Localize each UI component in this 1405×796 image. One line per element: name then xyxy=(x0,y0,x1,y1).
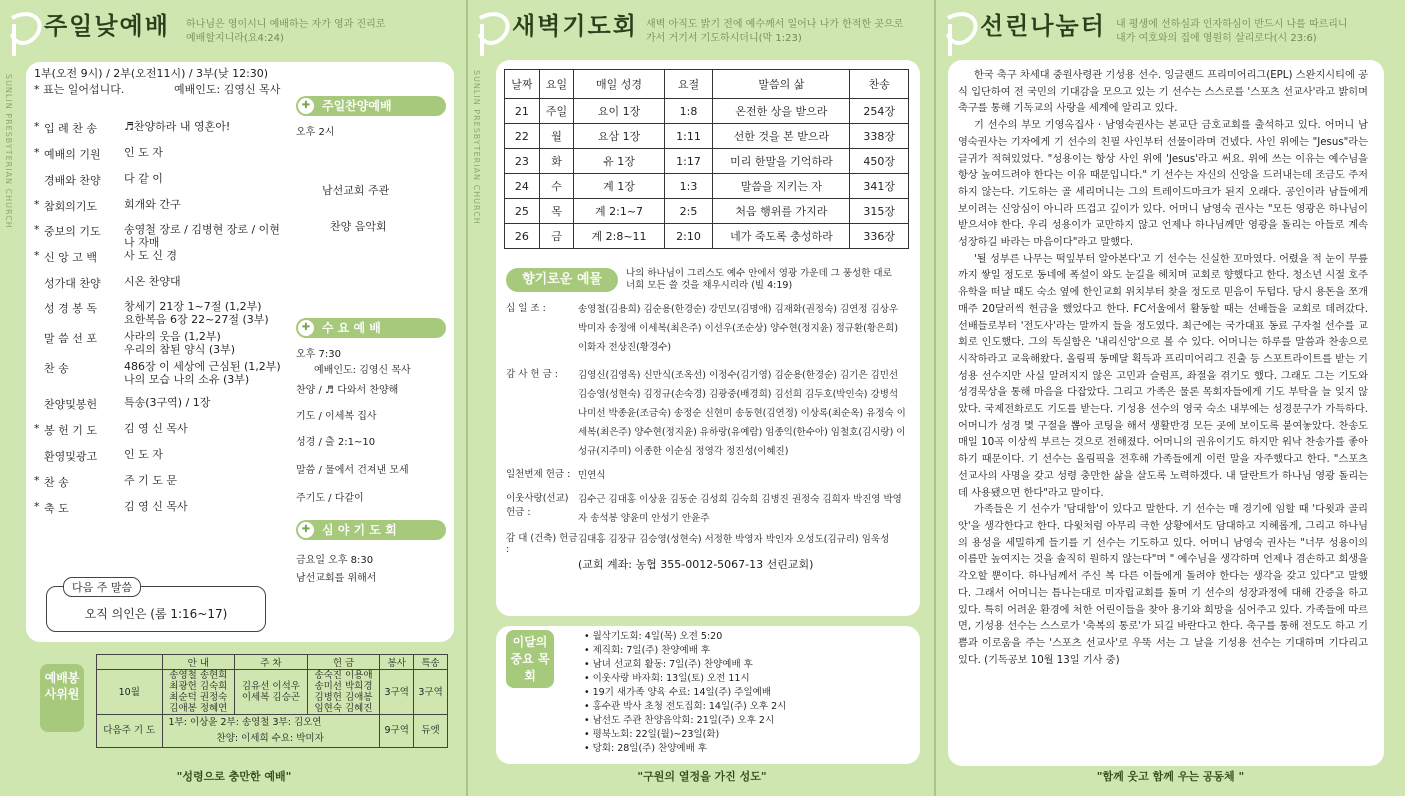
order-of-worship xyxy=(34,66,290,515)
offering-label: 이웃사랑(선교) 헌금 : xyxy=(506,493,569,518)
worship-step xyxy=(34,500,290,516)
stand-marker xyxy=(34,448,44,464)
night-prayer-line: 남선교회를 위해서 xyxy=(296,573,377,584)
offering-verse: 나의 하나님이 그리스도 예수 안에서 영광 가운데 그 풍성한 대로 너희 모든 쓸 것을 채우시리라 (빌 4:19) xyxy=(626,268,892,291)
service-cell: 3구역 xyxy=(380,670,414,715)
table-cell: 말씀을 지키는 자 xyxy=(713,174,850,199)
table-cell: 25 xyxy=(505,199,540,224)
table-row xyxy=(505,124,909,149)
news-item: • 이웃사랑 바자회: 13일(토) 오전 11시 xyxy=(584,673,750,684)
column-header: 헌 금 xyxy=(307,655,380,670)
stand-marker: * xyxy=(34,198,40,211)
step-label: 환영및광고 xyxy=(44,450,98,463)
stand-marker: * xyxy=(34,249,40,262)
table-row xyxy=(505,199,909,224)
wednesday-line: 오후 7:30 xyxy=(296,349,341,360)
wednesday-line: 찬양 / ♬ 다와서 찬양해 xyxy=(296,385,399,396)
monthly-news xyxy=(584,630,786,756)
article-paragraph: 가족들은 기 선수가 '담대함'이 있다고 말한다. 기 선수는 매 경기에 임할 때 '다윗과 골리앗'을 생각한다고 한다. 다윗처럼 아무리 극한 상황에서도 담대하고 지혜롭게, 그리고 하나님의 용성을 세밀하게 들기를 기 선수는 기도하고 있다. 어머니 남영숙 권사는 "너무 성용이의 이름만 높여지는 것을 솔직히 원하지 않는다"며 " 예수님을 생각하며 언제나 겸손하고 희생을 각오할 뿐이다. 하나님께서 주신 복 다른 이들에게 돌려야 한다는 생각을 갖고 있다"고 말했다. 그래서 어머니는 틈나는대로 미자립교회를 돌며 기 선수의 성장과정에 대해 간증을 하고 있다. 특히 어려운 환경에 처한 어린이들을 찾아 용기와 희망을 심어주고 있다. 가족들에 따르면, 기성용 선수는 스스로가 '축복의 통로'가 되길 바란다고 한다. 축구를 통해 전도도 하고 기쁨과 이로움을 주는 '스포츠 선교사'로 우뚝 서는 그 날을 기성용 선수는 기대하며 기다리고 있다. (기독공보 10월 13일 기사 중) xyxy=(958,504,1368,666)
column-header: 안 내 xyxy=(162,655,235,670)
offering-names: 송영철(김용희) 김순용(한경순) 강민모(김명애) 김재화(권정숙) 김연정 김상우 박미자 송정애 이세복(최은주) 이선우(조순상) 양수현(정지윤) 정규환(황은희) 이화자 전상진(황경수) xyxy=(578,304,899,353)
special-song-cell: 3구역 xyxy=(414,670,448,715)
table-cell: 315장 xyxy=(850,199,909,224)
step-label: 참회의기도 xyxy=(44,200,98,213)
stand-marker xyxy=(34,360,44,386)
panel-header xyxy=(936,0,1405,62)
table-row xyxy=(505,224,909,249)
table-cell: 선한 것을 본 받으라 xyxy=(713,124,850,149)
worship-step xyxy=(34,172,290,188)
parking-cell: 김유선 이석우 이세복 김승곤 xyxy=(235,670,308,715)
stand-marker: * xyxy=(34,474,40,487)
worship-step xyxy=(34,448,290,464)
table-cell: 254장 xyxy=(850,99,909,124)
step-label: 예배의 기원 xyxy=(44,148,101,161)
stand-marker xyxy=(34,396,44,412)
church-name-vertical: SUNLIN PRESBYTERIAN CHURCH xyxy=(472,70,481,225)
wednesday-line: 예배인도: 김영신 목사 xyxy=(314,365,411,376)
table-cell: 336장 xyxy=(850,224,909,249)
table-cell: 22 xyxy=(505,124,540,149)
offering-row xyxy=(506,490,908,528)
table-cell: 유 1장 xyxy=(574,149,664,174)
offering-names: 김수근 김대홍 이상윤 김동순 김성희 김숙희 김병진 권정숙 김희자 박진영 박영자 송석봉 양윤미 안성기 안윤주 xyxy=(578,494,902,524)
step-value: 사라의 웃음 (1,2부) 우리의 참된 양식 (3부) xyxy=(124,330,236,356)
header-verse: 내 평생에 선하심과 인자하심이 반드시 나를 따르리니 내가 여호와의 집에 영원히 살리로다(시 23:6) xyxy=(1116,19,1348,44)
column-header: 말씀의 삶 xyxy=(713,70,850,99)
panel-title: 새벽기도회 xyxy=(512,12,638,40)
step-value: 송영철 장로 / 김병현 장로 / 이현나 자매 xyxy=(124,223,280,249)
offering-title: 향기로운 예물 xyxy=(506,268,618,292)
step-value: 김 영 신 목사 xyxy=(124,500,188,513)
bank-account: (교회 계좌: 농협 355-0012-5067-13 선린교회) xyxy=(578,558,814,571)
table-cell: 계 1장 xyxy=(574,174,664,199)
news-item: • 당회: 28일(주) 찬양예배 후 xyxy=(584,743,707,754)
worship-step xyxy=(34,360,290,386)
panel-footer: "함께 웃고 함께 우는 공동체 " xyxy=(1096,770,1245,783)
worship-step xyxy=(34,223,290,249)
worship-step xyxy=(34,474,290,490)
step-label: 입 례 찬 송 xyxy=(44,122,97,135)
offering-row xyxy=(506,530,908,555)
usher-cell: 송영철 송현희 최광헌 김숙희 최순덕 권정숙 김애봉 정혜연 xyxy=(162,670,235,715)
offering-row xyxy=(506,466,908,485)
table-cell: 요이 1장 xyxy=(574,99,664,124)
step-value: 인 도 자 xyxy=(124,448,163,461)
cross-icon: ✚ xyxy=(298,522,314,538)
night-prayer-line: 금요일 오후 8:30 xyxy=(296,555,374,566)
praise-program: 찬양 음악회 xyxy=(330,220,387,233)
column-header: 특송 xyxy=(414,655,448,670)
wednesday-service-title: ✚ 수 요 예 배 xyxy=(296,318,446,338)
service-table xyxy=(96,654,448,748)
stand-marker: * xyxy=(34,223,40,236)
wednesday-line: 주기도 / 다같이 xyxy=(296,493,364,504)
praise-service-title: ✚ 주일찬양예배 xyxy=(296,96,446,116)
step-value: 특송(3구역) / 1장 xyxy=(124,396,211,409)
wednesday-line: 성경 / 출 2:1~10 xyxy=(296,437,376,448)
offering-names: 김대홍 김장규 김승영(성현숙) 서정한 박영자 박인자 오성도(김규리) 임욱성 xyxy=(578,534,890,545)
step-value: 486장 이 세상에 근심된 (1,2부) 나의 모습 나의 소유 (3부) xyxy=(124,360,281,386)
table-cell: 1:11 xyxy=(664,124,713,149)
panel-header xyxy=(0,0,468,62)
column-header: 찬송 xyxy=(850,70,909,99)
table-cell: 목 xyxy=(539,199,574,224)
step-value: ♬찬양하라 내 영혼아! xyxy=(124,120,231,133)
special-song-cell: 듀엣 xyxy=(414,715,448,748)
next-week-text: 오직 의인은 (롬 1:16~17) xyxy=(84,607,228,621)
worship-step xyxy=(34,275,290,291)
step-label: 신 앙 고 백 xyxy=(44,251,97,264)
step-value: 사 도 신 경 xyxy=(124,249,177,262)
monthly-news-tag: 이달의 중요 목회 xyxy=(506,630,554,688)
wednesday-line: 말씀 / 물에서 건져낸 모세 xyxy=(296,465,409,476)
offering-label: 감 사 헌 금 : xyxy=(506,369,558,380)
step-value: 회개와 간구 xyxy=(124,198,181,211)
article-text xyxy=(958,68,1368,669)
worship-step xyxy=(34,249,290,265)
news-item: • 월삭기도회: 4일(목) 오전 5:20 xyxy=(584,631,723,642)
service-cell: 9구역 xyxy=(380,715,414,748)
night-prayer-title: ✚ 심 야 기 도 회 xyxy=(296,520,446,540)
next-week-box xyxy=(46,581,266,632)
table-cell: 계 2:8~11 xyxy=(574,224,664,249)
column-header: 봉사 xyxy=(380,655,414,670)
step-label: 찬양및봉헌 xyxy=(44,398,98,411)
table-cell: 금 xyxy=(539,224,574,249)
stand-marker xyxy=(34,300,44,326)
table-cell: 23 xyxy=(505,149,540,174)
step-value: 인 도 자 xyxy=(124,146,163,159)
service-committee-tag: 예배봉사위원 xyxy=(40,664,84,732)
stand-marker: * xyxy=(34,120,40,133)
table-cell: 주일 xyxy=(539,99,574,124)
news-item: • 남녀 선교회 활동: 7일(주) 찬양예배 후 xyxy=(584,659,753,670)
stand-marker: * xyxy=(34,500,40,513)
month-cell: 10월 xyxy=(97,670,163,715)
table-cell: 1:8 xyxy=(664,99,713,124)
article-paragraph: 한국 축구 차세대 중원사령관 기성용 선수. 잉글랜드 프리미어리그(EPL) 스완지시티에 공식 입단하여 전 국민의 기대감을 모으고 있는 기 선수는 스스로를 '스포츠 선교사'라고 밝히며 축구를 통해 기독교의 사랑을 세계에 알리고 있다. xyxy=(958,70,1368,115)
offering-label: 일천번제 헌금 : xyxy=(506,469,571,480)
worship-step xyxy=(34,146,290,162)
article-paragraph: 기 선수의 부모 기영옥집사 · 남영숙권사는 본교단 금호교회를 출석하고 있다. 어머니 남영숙권사는 기자에게 기 선수의 친필 사인부터 선물이라며 건넸다. 사인 위에는 "Jesus"라는 글귀가 적혀있었다. "성용이는 항상 사인 위에 'Jesus'라고 써요. 위에 쓰는 이유는 예수님을 항상 높여드려야 한다는 이유 때문입니다." 기 선수는 자신의 신앙을 드러내는데 조금도 주저하지 않는다. 기도하는 골 세리머니는 그의 트레이드마크가 된지 오래다. 공인이라 남들에게 보이려는 신앙심이 아니라 뜨겁고 깊이가 있다. 어머니 남영숙 권사는 "모든 영광은 하나님이 받으셔야 한다. 우리 성용이가 교만하지 않고 언제나 하나님께만 영광을 돌리는 아들로 계속 성장하길 바라는 마음이다"라고 말했다. xyxy=(958,120,1368,249)
step-label: 말 씀 선 포 xyxy=(44,332,97,345)
news-item: • 평북노회: 22일(월)~23일(화) xyxy=(584,729,720,740)
stand-note: * 표는 일어섭니다. xyxy=(34,83,125,96)
offering-row xyxy=(506,366,908,461)
next-prayer-label: 다음주 기 도 xyxy=(97,715,163,748)
offering-names: 김영신(김영옥) 신만식(조옥선) 이정수(김기영) 김순용(한경순) 김기은 김민선 김승영(성현숙) 김정규(손숙경) 김광중(배경희) 김선희 김두호(박인숙) 강병석 나미선 박종윤(조금숙) 송정순 신현미 송동현(김연정) 이상록(최순옥) 유정숙 이세복(최은주) 양수현(정지윤) 유하랑(유예람) 임종익(한수아) 임철호(김시랑) 이성규(지주미) 이종한 이순심 정영각 정진성(이혜진) xyxy=(578,370,906,457)
column-header: 매일 성경 xyxy=(574,70,664,99)
table-cell: 계 2:1~7 xyxy=(574,199,664,224)
panel-title: 주일낮예배 xyxy=(44,12,170,40)
table-cell: 450장 xyxy=(850,149,909,174)
table-row xyxy=(505,149,909,174)
table-cell: 수 xyxy=(539,174,574,199)
table-cell: 341장 xyxy=(850,174,909,199)
panel-footer: "구원의 열정을 가진 성도" xyxy=(637,770,767,783)
table-cell: 요삼 1장 xyxy=(574,124,664,149)
table-cell: 24 xyxy=(505,174,540,199)
step-label: 축 도 xyxy=(44,502,69,515)
step-label: 봉 헌 기 도 xyxy=(44,424,97,437)
step-label: 중보의 기도 xyxy=(44,225,101,238)
table-cell: 온전한 상을 받으라 xyxy=(713,99,850,124)
stand-marker: * xyxy=(34,146,40,159)
article-paragraph: '될 성부른 나무는 떡잎부터 알아본다'고 기 선수는 신실한 꼬마였다. 어렸을 적 눈이 무릎까지 쌓일 정도로 동네에 폭설이 와도 눈길을 헤치며 교회로 향했다고 한다. 청소년 시절 호주 유학을 떠날 때도 숙소 옆에 한인교회 위치부터 찾을 정도로 믿음이 두텁다. 당시 용돈을 쪼개 매주 20달러씩 헌금을 했었다고 한다. FC서울에서 활동할 때는 선배들을 교회로 데려갔다. 선배들로부터 '전도사'라는 말까지 들을 정도였다. 최근에는 국가대표 동료 구자철 선수를 교회로 인도했다. 그의 독실함은 '내리신앙'으로 볼 수 있다. 어머니는 하루를 말씀과 찬송으로 시작하라고 교육해왔다. 올림픽 동메달 획득과 프리미어리그 진출 등 스포트라이트를 받는 기성용 선수지만 사실 알려지지 않은 고민과 슬럼프, 좌절을 겪기도 했다. 그래도 그는 기도와 성경묵상을 통해 마음을 다잡았다. 그리고 가족은 물론 목회자들에게 기도 부탁을 늘 잊지 않았다. 국제전화로도 기도를 받는다. 기성용 선수의 영국 숙소 내부에는 성경문구가 가득하다. 어머니가 성경 몇 구절을 뽑아 코팅을 해서 생활반경 모든 곳에 보이도록 붙여놓았다. 찬송도 매일 10곡 이상씩 부르는 것으로 전해졌다. 어머니의 권유이기도 하지만 워낙 찬송가를 좋아하기 때문이다. 기 선수는 올림픽을 전후해 가족들에게 이런 말을 자주했다고 한다. "스포츠 선교사의 사명을 갖고 성령 충만한 삶을 살도록 노력하겠다. 내 달란트가 하나님 영광 돌리는데 사용됐으면 한다"라고 말이다. xyxy=(958,253,1368,499)
column-header: 날짜 xyxy=(505,70,540,99)
step-label: 찬 송 xyxy=(44,476,69,489)
table-cell: 처음 행위를 가지라 xyxy=(713,199,850,224)
table-row xyxy=(505,99,909,124)
offering-row xyxy=(506,300,908,357)
table-cell: 338장 xyxy=(850,124,909,149)
offering-cell: 송숙진 이용애 송미선 박희경 김병헌 김애봉 임현숙 김혜진 xyxy=(307,670,380,715)
news-item: • 홍수관 박사 초청 전도집회: 14일(주) 오후 2시 xyxy=(584,701,787,712)
column-header: 요절 xyxy=(664,70,713,99)
stand-marker: * xyxy=(34,422,40,435)
panel-title: 선린나눔터 xyxy=(980,12,1106,40)
table-row xyxy=(505,174,909,199)
offering-label: 십 일 조 : xyxy=(506,303,546,314)
next-prayer-cell: 1부: 이상윤 2부: 송영철 3부: 김오연 찬양: 이세희 수요: 박미자 xyxy=(162,715,380,748)
step-label: 성가대 찬양 xyxy=(44,277,101,290)
dawn-schedule-table xyxy=(504,69,909,249)
table-cell: 월 xyxy=(539,124,574,149)
step-label: 찬 송 xyxy=(44,362,69,375)
table-cell: 네가 죽도록 충성하라 xyxy=(713,224,850,249)
worship-step xyxy=(34,396,290,412)
table-cell: 21 xyxy=(505,99,540,124)
step-value: 시온 찬양대 xyxy=(124,275,181,288)
panel-footer: "성령으로 충만한 예배" xyxy=(176,770,292,783)
header-verse: 새벽 아직도 밝기 전에 예수께서 일어나 나가 한적한 곳으로 가서 거기서 기도하시더니(막 1:23) xyxy=(646,19,904,44)
offering-names: 민연식 xyxy=(578,470,606,481)
column-header: 요일 xyxy=(539,70,574,99)
news-item: • 19기 새가족 양육 수료: 14일(주) 주일예배 xyxy=(584,687,771,698)
stand-marker xyxy=(34,330,44,356)
table-cell: 1:17 xyxy=(664,149,713,174)
table-cell: 26 xyxy=(505,224,540,249)
wednesday-line: 기도 / 이세복 집사 xyxy=(296,411,377,422)
worship-step xyxy=(34,330,290,356)
worship-step xyxy=(34,198,290,214)
table-cell: 2:10 xyxy=(664,224,713,249)
table-cell: 1:3 xyxy=(664,174,713,199)
stand-marker xyxy=(34,275,44,291)
panel-header xyxy=(468,0,936,62)
news-item: • 제직회: 7일(주) 찬양예배 후 xyxy=(584,645,711,656)
step-value: 주 기 도 문 xyxy=(124,474,177,487)
next-week-label: 다음 주 말씀 xyxy=(63,577,141,597)
column-header: 주 차 xyxy=(235,655,308,670)
worship-step xyxy=(34,120,290,136)
cross-icon: ✚ xyxy=(298,320,314,336)
offering-label: 감 대 (건축) 헌금 : xyxy=(506,533,578,555)
praise-time: 오후 2시 xyxy=(296,127,335,138)
stand-marker xyxy=(34,172,44,188)
step-label: 성 경 봉 독 xyxy=(44,302,97,315)
church-name-vertical: SUNLIN PRESBYTERIAN CHURCH xyxy=(4,74,13,229)
step-value: 김 영 신 목사 xyxy=(124,422,188,435)
worship-step xyxy=(34,300,290,326)
step-value: 창세기 21장 1~7절 (1,2부) 요한복음 6장 22~27절 (3부) xyxy=(124,300,269,326)
table-cell: 미리 한말을 기억하라 xyxy=(713,149,850,174)
cross-icon: ✚ xyxy=(298,98,314,114)
table-cell: 2:5 xyxy=(664,199,713,224)
worship-step xyxy=(34,422,290,438)
header-verse: 하나님은 영이시니 예배하는 자가 영과 진리로 예배할지니라(요4:24) xyxy=(186,19,386,44)
praise-host: 남선교회 주관 xyxy=(322,184,390,197)
table-cell: 화 xyxy=(539,149,574,174)
news-item: • 남선도 주관 찬양음악회: 21일(주) 오후 2시 xyxy=(584,715,775,726)
step-value: 다 같 이 xyxy=(124,172,163,185)
service-times: 1부(오전 9시) / 2부(오전11시) / 3부(낮 12:30) xyxy=(34,67,269,80)
worship-leader: 예배인도: 김영신 목사 xyxy=(174,83,281,96)
step-label: 경배와 찬양 xyxy=(44,174,101,187)
sunday-worship-panel xyxy=(0,0,468,796)
